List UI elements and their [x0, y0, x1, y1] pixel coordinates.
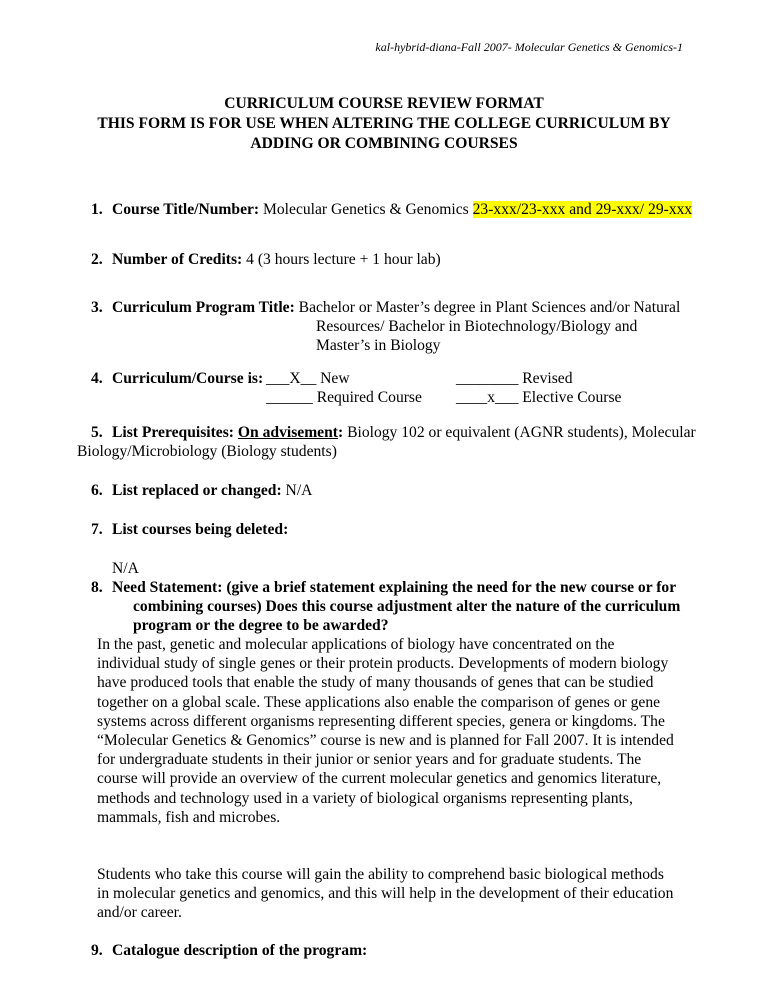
item-course-title — [91, 200, 692, 219]
item-label-line: combining courses) Does this course adjustment alter the nature of the curriculum — [133, 598, 681, 615]
paragraph-line: have produced tools that enable the study of many thousands of genes that can be studied — [97, 674, 654, 692]
item-number: 1. — [91, 201, 103, 218]
paragraph-line: methods and technology used in a variety of biological organisms representing plants, — [97, 789, 633, 807]
paragraph-line: course will provide an overview of the current molecular genetics and genomics literature, — [97, 770, 662, 788]
item-replaced — [91, 481, 312, 500]
option-label: Required Course — [316, 389, 422, 406]
advisement-label: On advisement — [237, 424, 338, 441]
colon: : — [337, 424, 344, 441]
item-label: Curriculum/Course is: — [112, 370, 264, 387]
item-value-line: Master’s in Biology — [316, 337, 441, 354]
item-number: 4. — [91, 370, 103, 387]
item-credits — [91, 250, 441, 269]
item-number: 2. — [91, 251, 103, 268]
item-value-line: Resources/ Bachelor in Biotechnology/Biology and — [316, 318, 638, 335]
paragraph-line: individual study of single genes or their protein products. Developments of modern biology — [97, 655, 669, 673]
item-number: 3. — [91, 299, 103, 316]
item-number: 7. — [91, 521, 103, 538]
option-new — [266, 369, 350, 388]
page-header: kal-hybrid-diana-Fall 2007- Molecular Genetics & Genomics-1 — [375, 40, 683, 54]
option-label: Elective Course — [522, 389, 622, 406]
option-mark: ______ — [266, 389, 313, 406]
item-label: Need Statement: (give a brief statement explaining the need for the new course or for — [112, 579, 677, 596]
item-label: Catalogue description of the program: — [112, 942, 368, 959]
item-label: List replaced or changed: — [112, 482, 282, 499]
paragraph-line: in molecular genetics and genomics, and this will help in the development of their education — [97, 885, 674, 903]
item-value: Molecular Genetics & Genomics — [259, 201, 473, 218]
item-value: N/A — [281, 482, 313, 499]
option-required — [266, 388, 422, 407]
item-number: 6. — [91, 482, 103, 499]
item-value: N/A — [112, 560, 139, 577]
item-number: 5. — [91, 424, 103, 441]
paragraph-line: In the past, genetic and molecular applications of biology have concentrated on the — [97, 636, 615, 653]
option-mark: ___X__ — [266, 370, 317, 387]
item-value: Biology 102 or equivalent (AGNR students), Molecular — [343, 424, 696, 441]
option-mark: ____x___ — [456, 389, 519, 406]
paragraph-line: mammals, fish and microbes. — [97, 808, 281, 826]
item-program-title — [91, 298, 680, 317]
paragraph-line: “Molecular Genetics & Genomics” course is new and is planned for Fall 2007. It is intended — [97, 732, 674, 749]
item-value-line: Biology/Microbiology (Biology students) — [77, 443, 337, 460]
paragraph-line: and/or career. — [97, 904, 182, 922]
item-label: List courses being deleted: — [112, 521, 289, 538]
form-title: CURRICULUM COURSE REVIEW FORMAT — [224, 95, 544, 112]
item-label: Number of Credits: — [112, 251, 243, 268]
item-course-type — [91, 369, 263, 388]
item-number: 8. — [91, 579, 103, 596]
item-label-line: program or the degree to be awarded? — [133, 617, 389, 634]
item-label: Curriculum Program Title: — [112, 299, 295, 316]
item-number: 9. — [91, 942, 103, 959]
option-mark: ________ — [456, 370, 519, 387]
item-catalogue — [91, 941, 367, 960]
form-subtitle-line: ADDING OR COMBINING COURSES — [250, 135, 518, 152]
item-label: List Prerequisites: — [112, 424, 234, 441]
paragraph-line: together on a global scale. These applications also enable the comparison of genes or gene — [97, 693, 661, 711]
option-revised — [456, 369, 573, 388]
paragraph-line: for undergraduate students in their junior or senior years and for graduate students. The — [97, 751, 642, 769]
item-value: Bachelor or Master’s degree in Plant Sciences and/or Natural — [294, 299, 681, 316]
option-label: New — [320, 370, 350, 387]
item-need-statement — [91, 578, 676, 597]
option-label: Revised — [522, 370, 573, 387]
item-label: Course Title/Number: — [112, 201, 260, 218]
paragraph-line: systems across different organisms representing different species, genera or kingdoms. The — [97, 712, 665, 730]
highlighted-course-number: 23-xxx/23-xxx and 29-xxx/ 29-xxx — [472, 201, 693, 218]
item-deleted — [91, 520, 288, 539]
item-prerequisites — [91, 423, 696, 442]
option-elective — [456, 388, 621, 407]
paragraph-line: Students who take this course will gain the ability to comprehend basic biological methods — [97, 866, 664, 883]
item-value: 4 (3 hours lecture + 1 hour lab) — [242, 251, 441, 268]
form-subtitle-line: THIS FORM IS FOR USE WHEN ALTERING THE COLLEGE CURRICULUM BY — [97, 115, 671, 132]
